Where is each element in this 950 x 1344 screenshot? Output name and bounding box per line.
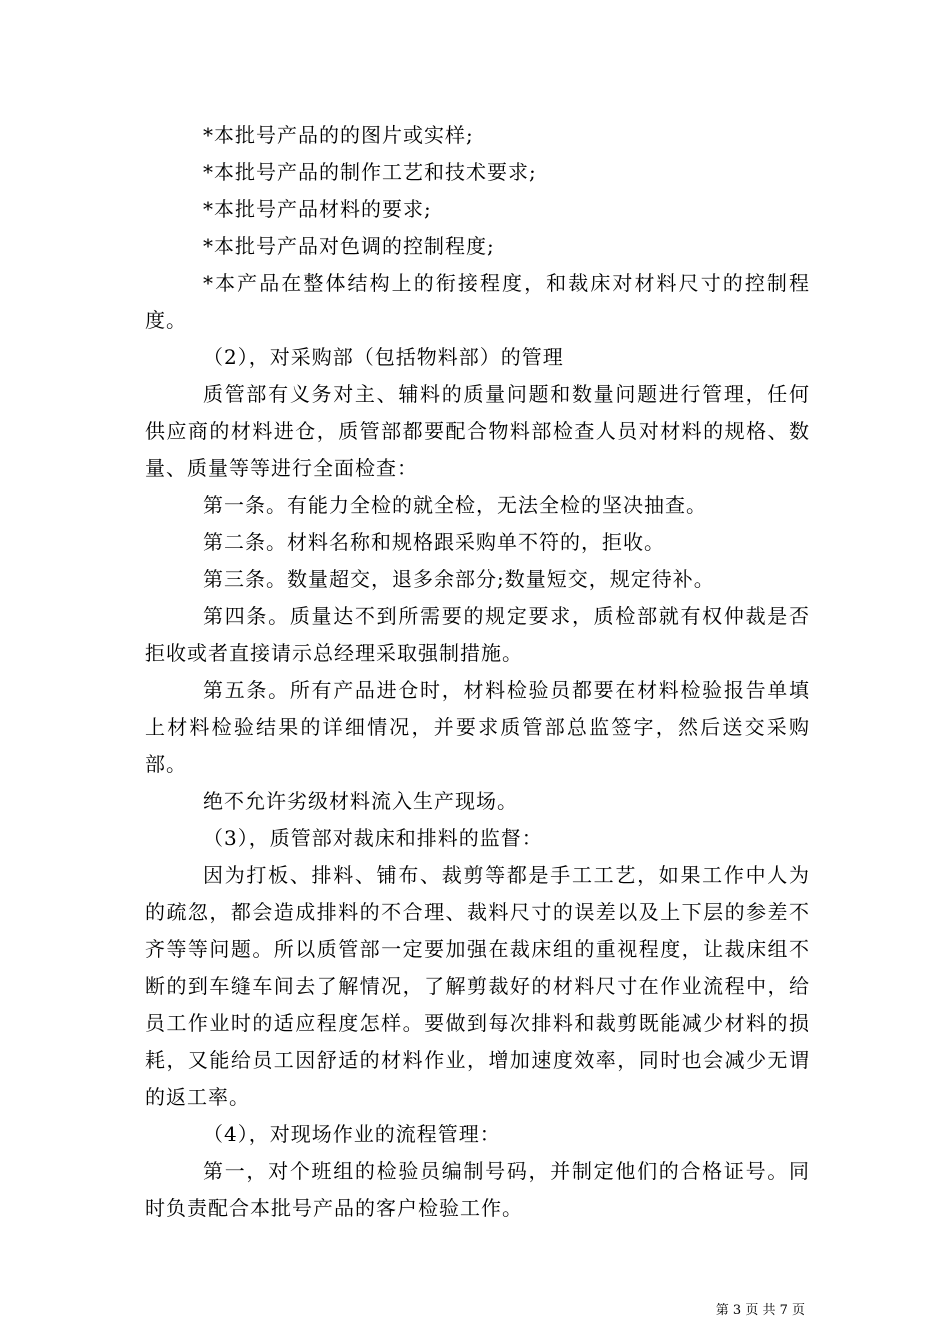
section-heading-purchasing: （2），对采购部（包括物料部）的管理: [203, 345, 564, 369]
section-heading-onsite-process: （4），对现场作业的流程管理：: [203, 1122, 501, 1146]
paragraph-article-5: 第五条。所有产品进仓时，材料检验员都要在材料检验报告单填上材料检验结果的详细情况，并要求质管部总监签字，然后送交采购部。: [145, 678, 810, 776]
paragraph-article-2: 第二条。材料名称和规格跟采购单不符的，拒收。: [203, 530, 665, 554]
paragraph-cutting-body: 因为打板、排料、铺布、裁剪等都是手工工艺，如果工作中人为的疏忽，都会造成排料的不合理、裁料尺寸的误差以及上下层的参差不齐等等问题。所以质管部一定要加强在裁床组的重视程度，让裁床组不断的到车缝车间去了解情况，了解剪裁好的材料尺寸在作业流程中，给员工作业时的适应程度怎样。要做到每次排料和裁剪既能减少材料的损耗，又能给员工因舒适的材料作业，增加速度效率，同时也会减少无谓的返工率。: [145, 863, 810, 1109]
paragraph-bullet-process: *本批号产品的制作工艺和技术要求;: [203, 160, 537, 184]
paragraph-bullet-materials: *本批号产品材料的要求;: [203, 197, 432, 221]
paragraph-purchasing-intro: 质管部有义务对主、辅料的质量问题和数量问题进行管理，任何供应商的材料进仓，质管部都要配合物料部检查人员对材料的规格、数量、质量等等进行全面检查：: [145, 382, 810, 480]
paragraph-onsite-first: 第一，对个班组的检验员编制号码，并制定他们的合格证号。同时负责配合本批号产品的客户检验工作。: [145, 1159, 810, 1220]
paragraph-bullet-structure: *本产品在整体结构上的衔接程度，和裁床对材料尺寸的控制程度。: [145, 271, 810, 332]
paragraph-article-1: 第一条。有能力全检的就全检，无法全检的坚决抽查。: [203, 493, 707, 517]
paragraph-article-4: 第四条。质量达不到所需要的规定要求，质检部就有权仲裁是否拒收或者直接请示总经理采取强制措施。: [145, 604, 810, 665]
paragraph-bullet-color: *本批号产品对色调的控制程度;: [203, 234, 495, 258]
document-body: [145, 117, 810, 1227]
section-heading-cutting: （3），质管部对裁床和排料的监督：: [203, 826, 543, 850]
paragraph-article-3: 第三条。数量超交，退多余部分;数量短交，规定待补。: [203, 567, 715, 591]
paragraph-no-inferior-materials: 绝不允许劣级材料流入生产现场。: [203, 789, 518, 813]
paragraph-bullet-images: *本批号产品的的图片或实样;: [203, 123, 474, 147]
page-number-footer: 第 3 页 共 7 页: [715, 1303, 805, 1318]
